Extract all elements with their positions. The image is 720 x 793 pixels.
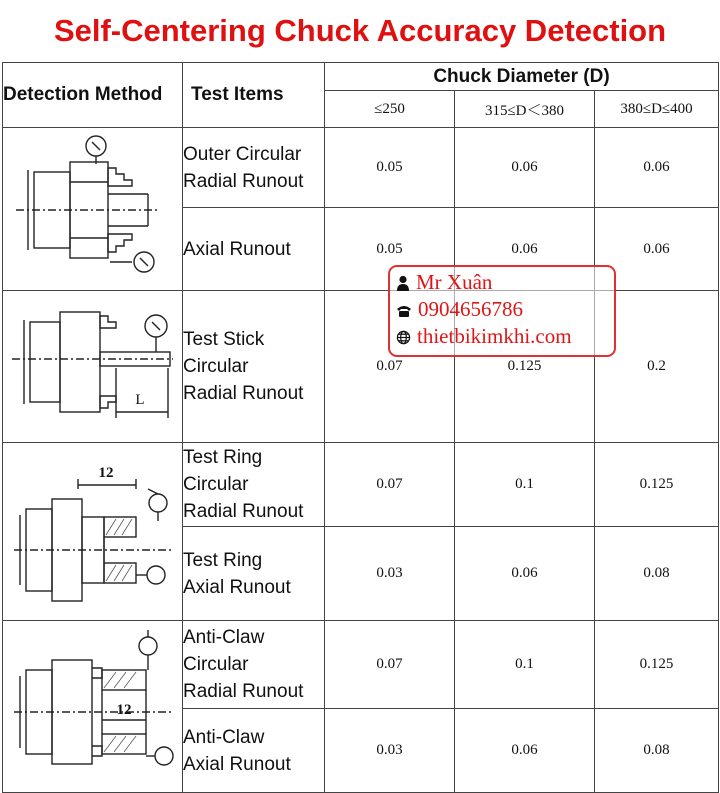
detection-method-header: Detection Method (3, 63, 183, 128)
value-cell: 0.06 (455, 709, 595, 793)
chuck-dial-gauge-diagram (8, 132, 178, 282)
value-cell: 0.03 (325, 527, 455, 621)
range-header-2: 315≤D＜380 (455, 91, 595, 128)
range-header-1: ≤250 (325, 91, 455, 128)
test-ring-diagram (3, 443, 183, 621)
test-item-anti-claw-axial: Anti-Claw Axial Runout (183, 709, 325, 793)
value-cell: 0.06 (595, 208, 719, 291)
range-header-3: 380≤D≤400 (595, 91, 719, 128)
value-cell: 0.06 (595, 128, 719, 208)
chuck-diameter-header: Chuck Diameter (D) (325, 63, 719, 91)
test-items-header: Test Items (183, 63, 325, 128)
value-cell: 0.125 (595, 443, 719, 527)
watermark-name-row (396, 269, 492, 295)
value-cell: 0.1 (455, 621, 595, 709)
watermark-name: Mr Xuân (416, 270, 493, 294)
chuck-test-stick-diagram (8, 294, 178, 434)
value-cell: 0.08 (595, 527, 719, 621)
chuck-anti-claw-diagram (8, 624, 178, 784)
globe-icon (396, 330, 411, 345)
header-row (3, 63, 719, 91)
table-row (3, 128, 719, 208)
claw-width-label: 12 (116, 702, 131, 718)
value-cell: 0.05 (325, 208, 455, 291)
chuck-test-ring-diagram (8, 449, 178, 609)
test-item-anti-claw-circular: Anti-Claw Circular Radial Runout (183, 621, 325, 709)
watermark-phone: 0904656786 (418, 297, 523, 321)
ring-width-label: 12 (98, 465, 113, 481)
length-label: L (134, 392, 145, 408)
value-cell: 0.125 (595, 621, 719, 709)
value-cell: 0.05 (325, 128, 455, 208)
value-cell: 0.07 (325, 621, 455, 709)
page-title: Self-Centering Chuck Accuracy Detection (53, 13, 667, 48)
value-cell: 0.08 (595, 709, 719, 793)
test-item-axial-runout: Axial Runout (183, 208, 325, 291)
test-item-test-ring-axial: Test Ring Axial Runout (183, 527, 325, 621)
watermark-phone-row (396, 296, 523, 322)
test-stick-diagram (3, 291, 183, 443)
value-cell: 0.125 (455, 291, 595, 443)
value-cell: 0.2 (595, 291, 719, 443)
value-cell: 0.07 (325, 443, 455, 527)
test-item-outer-circular: Outer Circular Radial Runout (183, 128, 325, 208)
value-cell: 0.06 (455, 208, 595, 291)
watermark-website-row (396, 323, 572, 349)
anti-claw-diagram (3, 621, 183, 793)
accuracy-table (2, 62, 719, 793)
outer-circular-diagram (3, 128, 183, 291)
test-item-test-ring-circular: Test Ring Circular Radial Runout (183, 443, 325, 527)
value-cell: 0.03 (325, 709, 455, 793)
telephone-icon (396, 304, 412, 318)
watermark-website: thietbikimkhi.com (417, 324, 572, 348)
table-row (3, 443, 719, 527)
value-cell: 0.1 (455, 443, 595, 527)
contact-watermark (388, 265, 616, 357)
table-row (3, 621, 719, 709)
value-cell: 0.06 (455, 128, 595, 208)
value-cell: 0.06 (455, 527, 595, 621)
person-icon (396, 275, 410, 291)
test-item-test-stick: Test Stick Circular Radial Runout (183, 291, 325, 443)
value-cell: 0.07 (325, 291, 455, 443)
